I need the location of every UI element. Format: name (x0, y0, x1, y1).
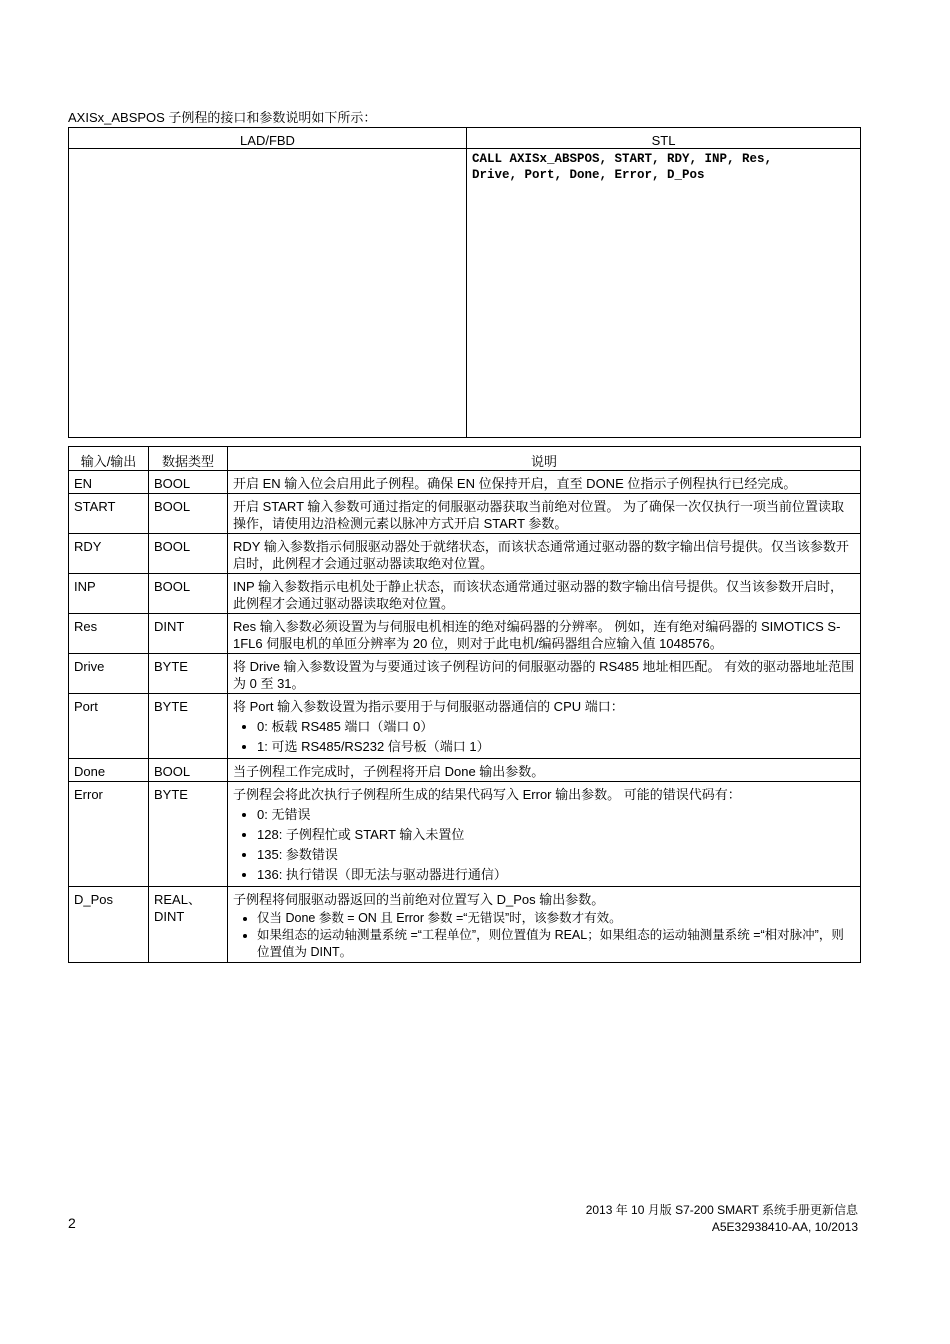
param-type: BOOL (149, 534, 228, 574)
param-desc-cell (228, 614, 861, 654)
param-type: BYTE (149, 782, 228, 887)
param-desc-cell (228, 654, 861, 694)
param-name: Port (69, 694, 149, 759)
bullet-list (233, 805, 855, 885)
param-desc: RDY 输入参数指示伺服驱动器处于就绪状态，而该状态通常通过驱动器的数字输出信号提供。仅当该参数开启时，此例程才会通过驱动器读取绝对位置。 (233, 539, 849, 571)
bullet-item: • 136: 执行错误（即无法与驱动器进行通信） (257, 865, 855, 885)
table-row (69, 574, 861, 614)
param-desc-cell (228, 887, 861, 963)
table-row (69, 494, 861, 534)
table-row (69, 614, 861, 654)
param-desc-cell (228, 694, 861, 759)
param-desc: 当子例程工作完成时，子例程将开启 Done 输出参数。 (233, 764, 545, 779)
intro-text: AXISx_ABSPOS 子例程的接口和参数说明如下所示： (68, 110, 377, 125)
param-desc-cell (228, 471, 861, 494)
header-desc: 说明 (228, 447, 861, 471)
table-row (69, 534, 861, 574)
param-desc-cell (228, 574, 861, 614)
table-row (69, 694, 861, 759)
param-desc: 子例程会将此次执行子例程所生成的结果代码写入 Error 输出参数。 可能的错误代码有： (233, 787, 741, 802)
stl-code: CALL AXISx_ABSPOS, START, RDY, INP, Res, Drive, Port, Done, Error, D_Pos (467, 149, 861, 438)
param-name: Error (69, 782, 149, 887)
header-stl: STL (467, 128, 861, 149)
param-name: EN (69, 471, 149, 494)
bullet-list (233, 910, 855, 961)
param-desc-cell (228, 534, 861, 574)
param-type: DINT (149, 614, 228, 654)
param-desc: INP 输入参数指示电机处于静止状态，而该状态通常通过驱动器的数字输出信号提供。仅当该参数开启时，此例程才会通过驱动器读取绝对位置。 (233, 579, 844, 611)
param-name: START (69, 494, 149, 534)
header-type: 数据类型 (149, 447, 228, 471)
param-name: Drive (69, 654, 149, 694)
footer (586, 1202, 858, 1236)
param-desc: 子例程将伺服驱动器返回的当前绝对位置写入 D_Pos 输出参数。 (233, 892, 605, 907)
bullet-item: • 0: 无错误 (257, 805, 855, 825)
param-desc-cell (228, 782, 861, 887)
param-type: BOOL (149, 494, 228, 534)
param-type: BOOL (149, 759, 228, 782)
bullet-item: • 135: 参数错误 (257, 845, 855, 865)
bullet-item: • 仅当 Done 参数 = ON 且 Error 参数 =“无错误”时，该参数才有效。 (257, 910, 855, 927)
page-number: 2 (68, 1215, 76, 1231)
param-desc-cell (228, 494, 861, 534)
bullet-list (233, 717, 855, 757)
param-name: RDY (69, 534, 149, 574)
bullet-item: • 如果组态的运动轴测量系统 =“工程单位”，则位置值为 REAL；如果组态的运动轴测量系统 =“相对脉冲”，则位置值为 DINT。 (257, 927, 855, 961)
param-type: BOOL (149, 574, 228, 614)
footer-docid: A5E32938410-AA, 10/2013 (711, 1220, 858, 1234)
parameter-table (68, 446, 861, 963)
param-type: BOOL (149, 471, 228, 494)
table-row (69, 759, 861, 782)
lad-cell (69, 149, 467, 438)
param-desc: Res 输入参数必须设置为与伺服电机相连的绝对编码器的分辨率。 例如，连有绝对编码器的 SIMOTICS S-1FL6 伺服电机的单匝分辨率为 20 位，则对于此电机/编码器组合应输入值 1048576。 (233, 619, 841, 651)
param-name: D_Pos (69, 887, 149, 963)
bullet-item: • 128: 子例程忙或 START 输入未置位 (257, 825, 855, 845)
param-desc: 开启 START 输入参数可通过指定的伺服驱动器获取当前绝对位置。 为了确保一次仅执行一项当前位置读取操作，请使用边沿检测元素以脉冲方式开启 START 参数。 (233, 499, 845, 531)
param-desc: 开启 EN 输入位会启用此子例程。确保 EN 位保持开启，直至 DONE 位指示子例程执行已经完成。 (233, 476, 797, 491)
bullet-item: • 0: 板载 RS485 端口（端口 0） (257, 717, 855, 737)
param-name: Done (69, 759, 149, 782)
bullet-item: • 1: 可选 RS485/RS232 信号板（端口 1） (257, 737, 855, 757)
table-row (69, 654, 861, 694)
header-lad: LAD/FBD (69, 128, 467, 149)
param-desc: 将 Drive 输入参数设置为与要通过该子例程访问的伺服驱动器的 RS485 地址相匹配。 有效的驱动器地址范围为 0 至 31。 (233, 659, 855, 691)
param-name: INP (69, 574, 149, 614)
header-io: 输入/输出 (69, 447, 149, 471)
param-desc: 将 Port 输入参数设置为指示要用于与伺服驱动器通信的 CPU 端口： (233, 699, 624, 714)
param-type: BYTE (149, 654, 228, 694)
param-type: BYTE (149, 694, 228, 759)
interface-table (68, 127, 861, 438)
footer-title: 2013 年 10 月版 S7-200 SMART 系统手册更新信息 (585, 1203, 858, 1217)
table-row (69, 782, 861, 887)
table-row (69, 887, 861, 963)
table-row (69, 471, 861, 494)
param-desc-cell (228, 759, 861, 782)
param-type: REAL、DINT (149, 887, 228, 963)
param-name: Res (69, 614, 149, 654)
